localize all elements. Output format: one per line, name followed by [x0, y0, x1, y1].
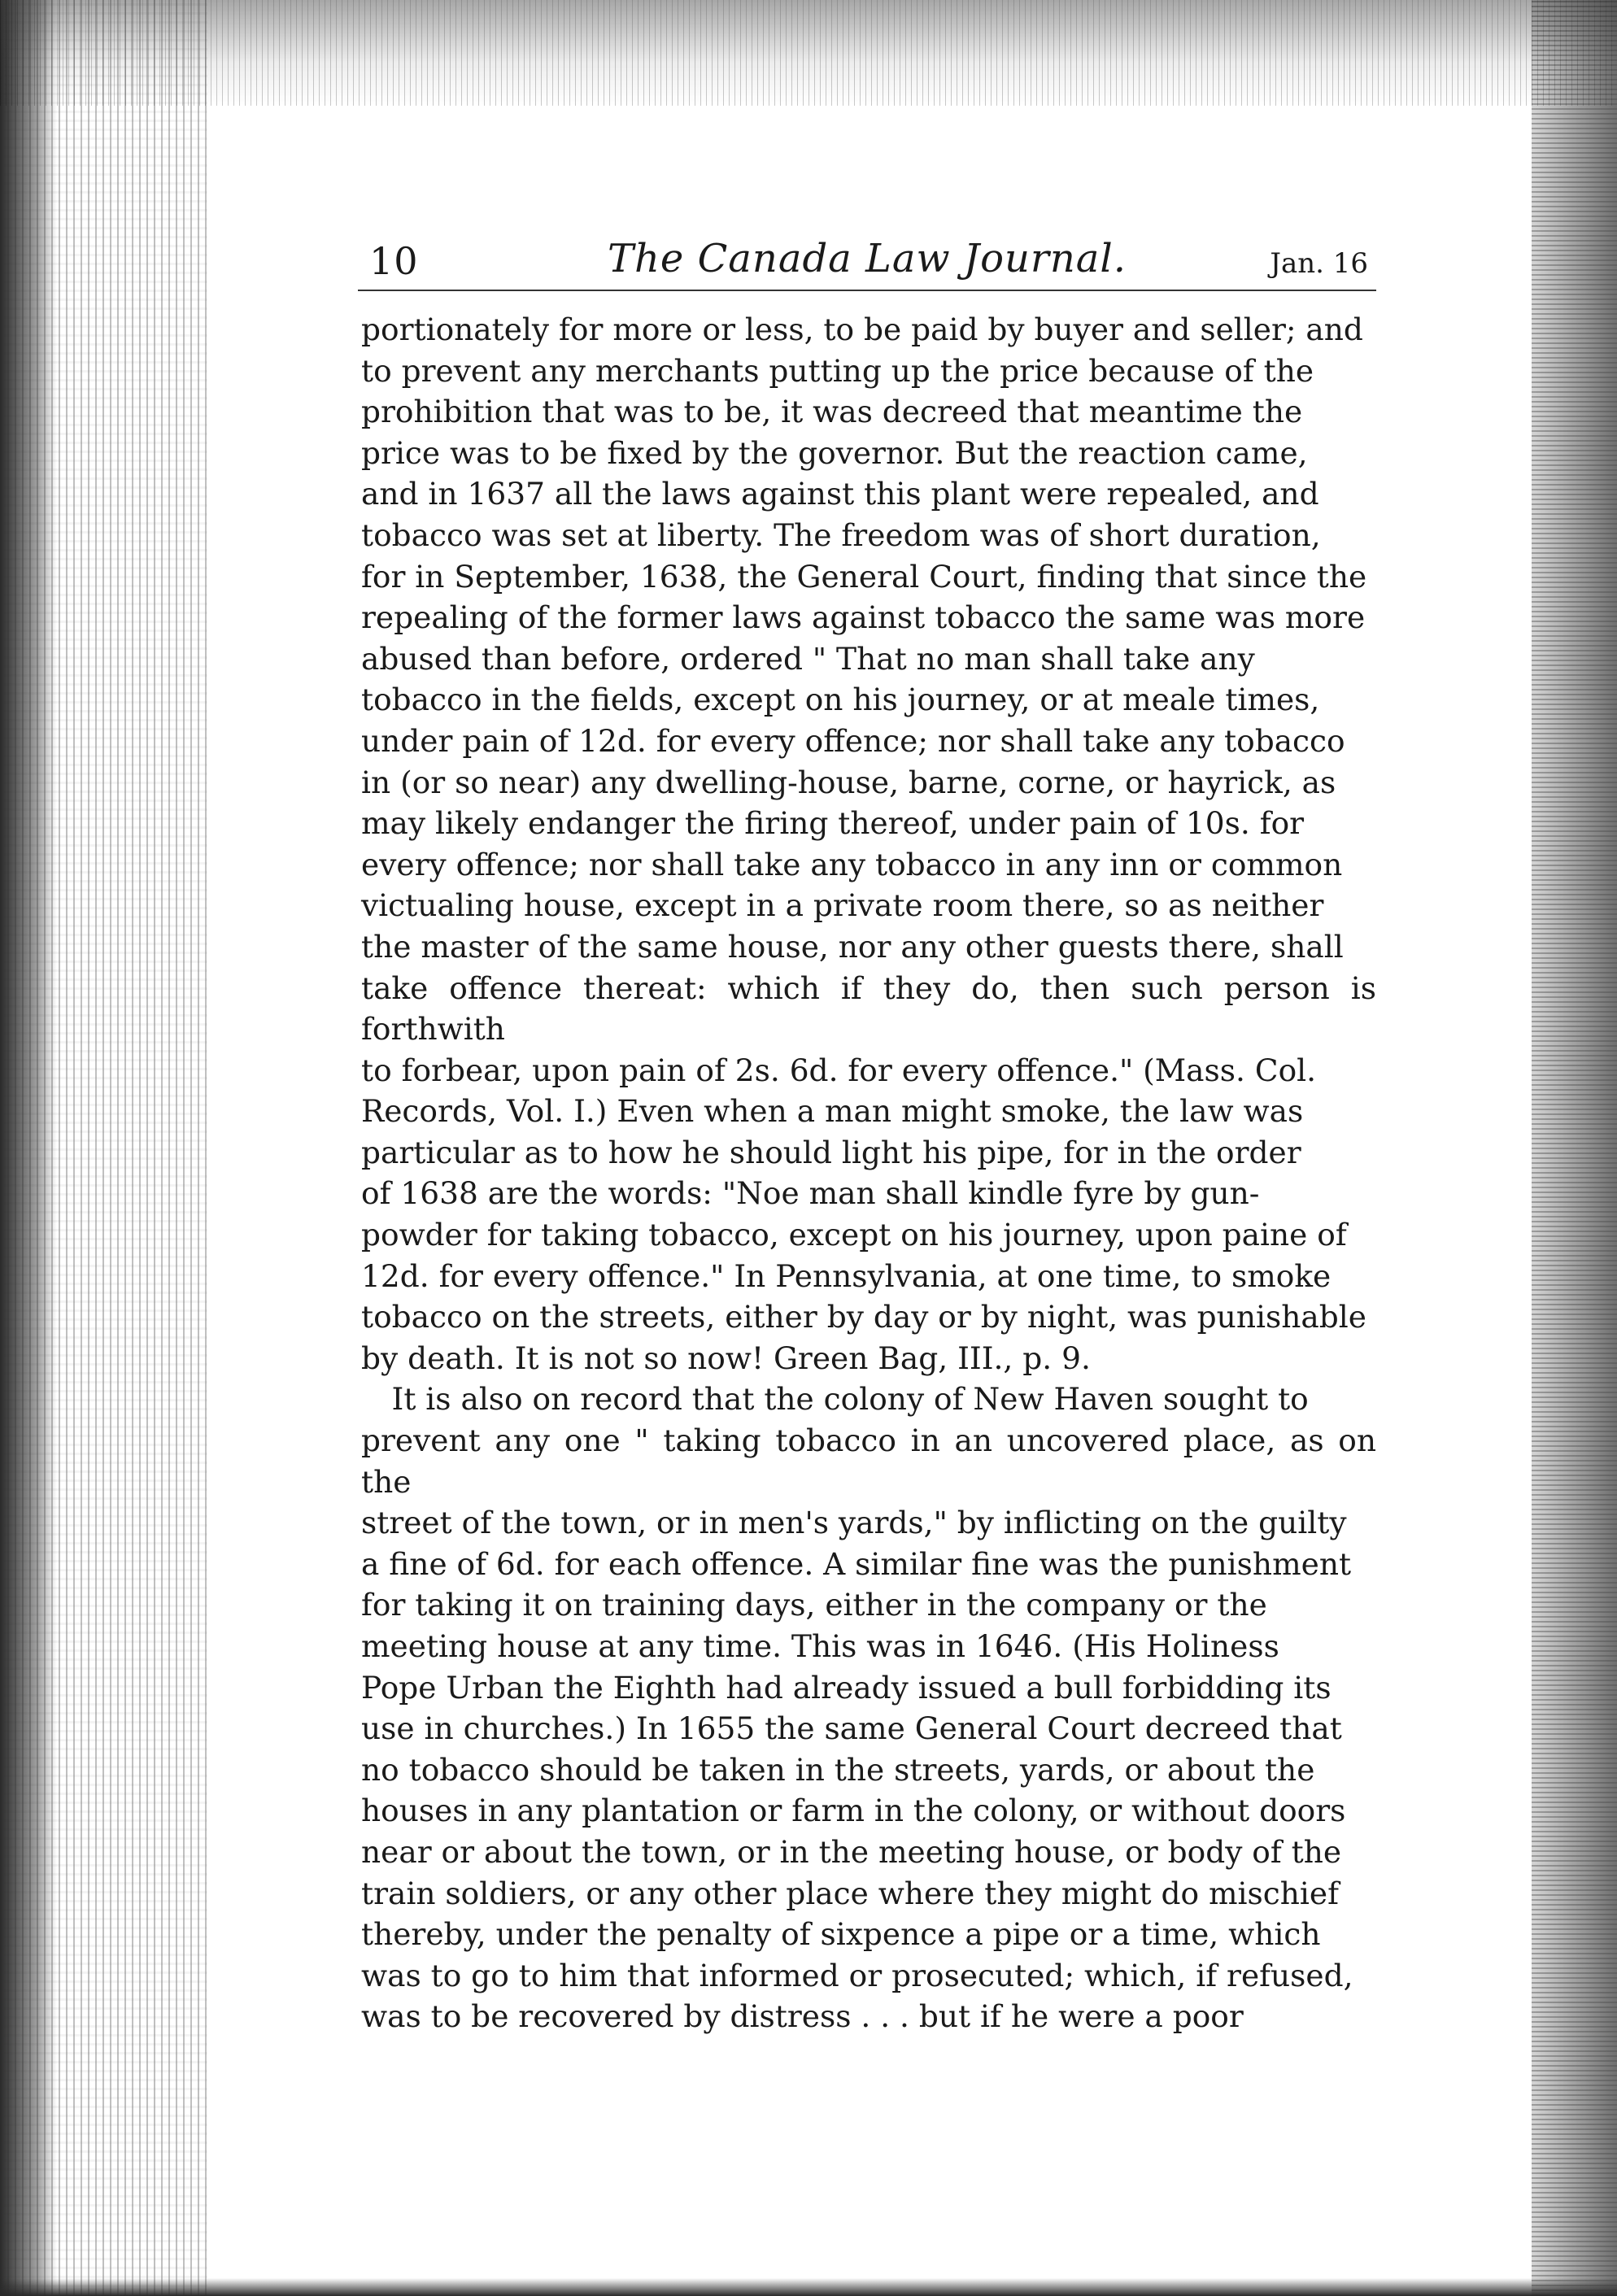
scan-top-shadow — [0, 0, 1617, 106]
issue-date: Jan. 16 — [1270, 247, 1368, 280]
page-number: 10 — [369, 239, 419, 283]
journal-title: The Canada Law Journal. — [607, 236, 1127, 281]
paragraph-continued: portionately for more or less, to be paid by buyer and seller; and to prevent any merchants putting up the price because of the prohibition that was to be, it was decreed that meantime the price was to be fixed by the governor. But the reaction came, and in 1637 all the laws against this plant were repealed, and tobacco was set at liberty. The freedom was of short duration, for in September, 1638, the General Court, finding that since the repealing of the former laws against tobacco the same was more abused than before, ordered " That no man shall take any tobacco in the fields, except on his journey, or at meale times, under pain of 12d. for every offence; nor shall take any tobacco in (or so near) any dwelling-house, barne, corne, or hayrick, as may likely endanger the firing thereof, under pain of 10s. for every offence; nor shall take any tobacco in any inn or common victualing house, except in a private room there, so as neither the master of the same house, nor any other guests there, shall take offence thereat: which if they do, then such person is forthwith to forbear, upon pain of 2s. 6d. for every offence." (Mass. Col. Records, Vol. I.) Even when a man might smoke, the law was particular as to how he should light his pipe, for in the order of 1638 are the words: "Noe man shall kindle fyre by gun- powder for taking tobacco, except on his journey, upon paine of 12d. for every offence." In Pennsylvania, at one time, to smoke tobacco on the streets, either by day or by night, was punishable by death. It is not so now! Green Bag, III., p. 9. — [361, 312, 1376, 1376]
paragraph-new-haven: It is also on record that the colony of New Haven sought to prevent any one " taking tobacco in an uncovered place, as on the street of the town, or in men's yards," by inflicting on the guilty a fine of 6d. for each offence. A similar fine was the punishment for taking it on training days, either in the company or the meeting house at any time. This was in 1646. (His Holiness Pope Urban the Eighth had already issued a bull forbidding its use in churches.) In 1655 the same General Court decreed that no tobacco should be taken in the streets, yards, or about the houses in any plantation or farm in the colony, or without doors near or about the town, or in the meeting house, or body of the train soldiers, or any other place where they might do mischief thereby, under the penalty of sixpence a pipe or a time, which was to go to him that informed or prosecuted; which, if refused, was to be recovered by distress . . . but if he were a poor — [361, 1381, 1376, 2035]
scan-right-edge — [1532, 0, 1617, 2296]
scan-left-edge — [0, 0, 57, 2296]
article-body — [361, 309, 1376, 2037]
scan-bottom-edge — [0, 2278, 1617, 2296]
page-header — [358, 233, 1376, 291]
